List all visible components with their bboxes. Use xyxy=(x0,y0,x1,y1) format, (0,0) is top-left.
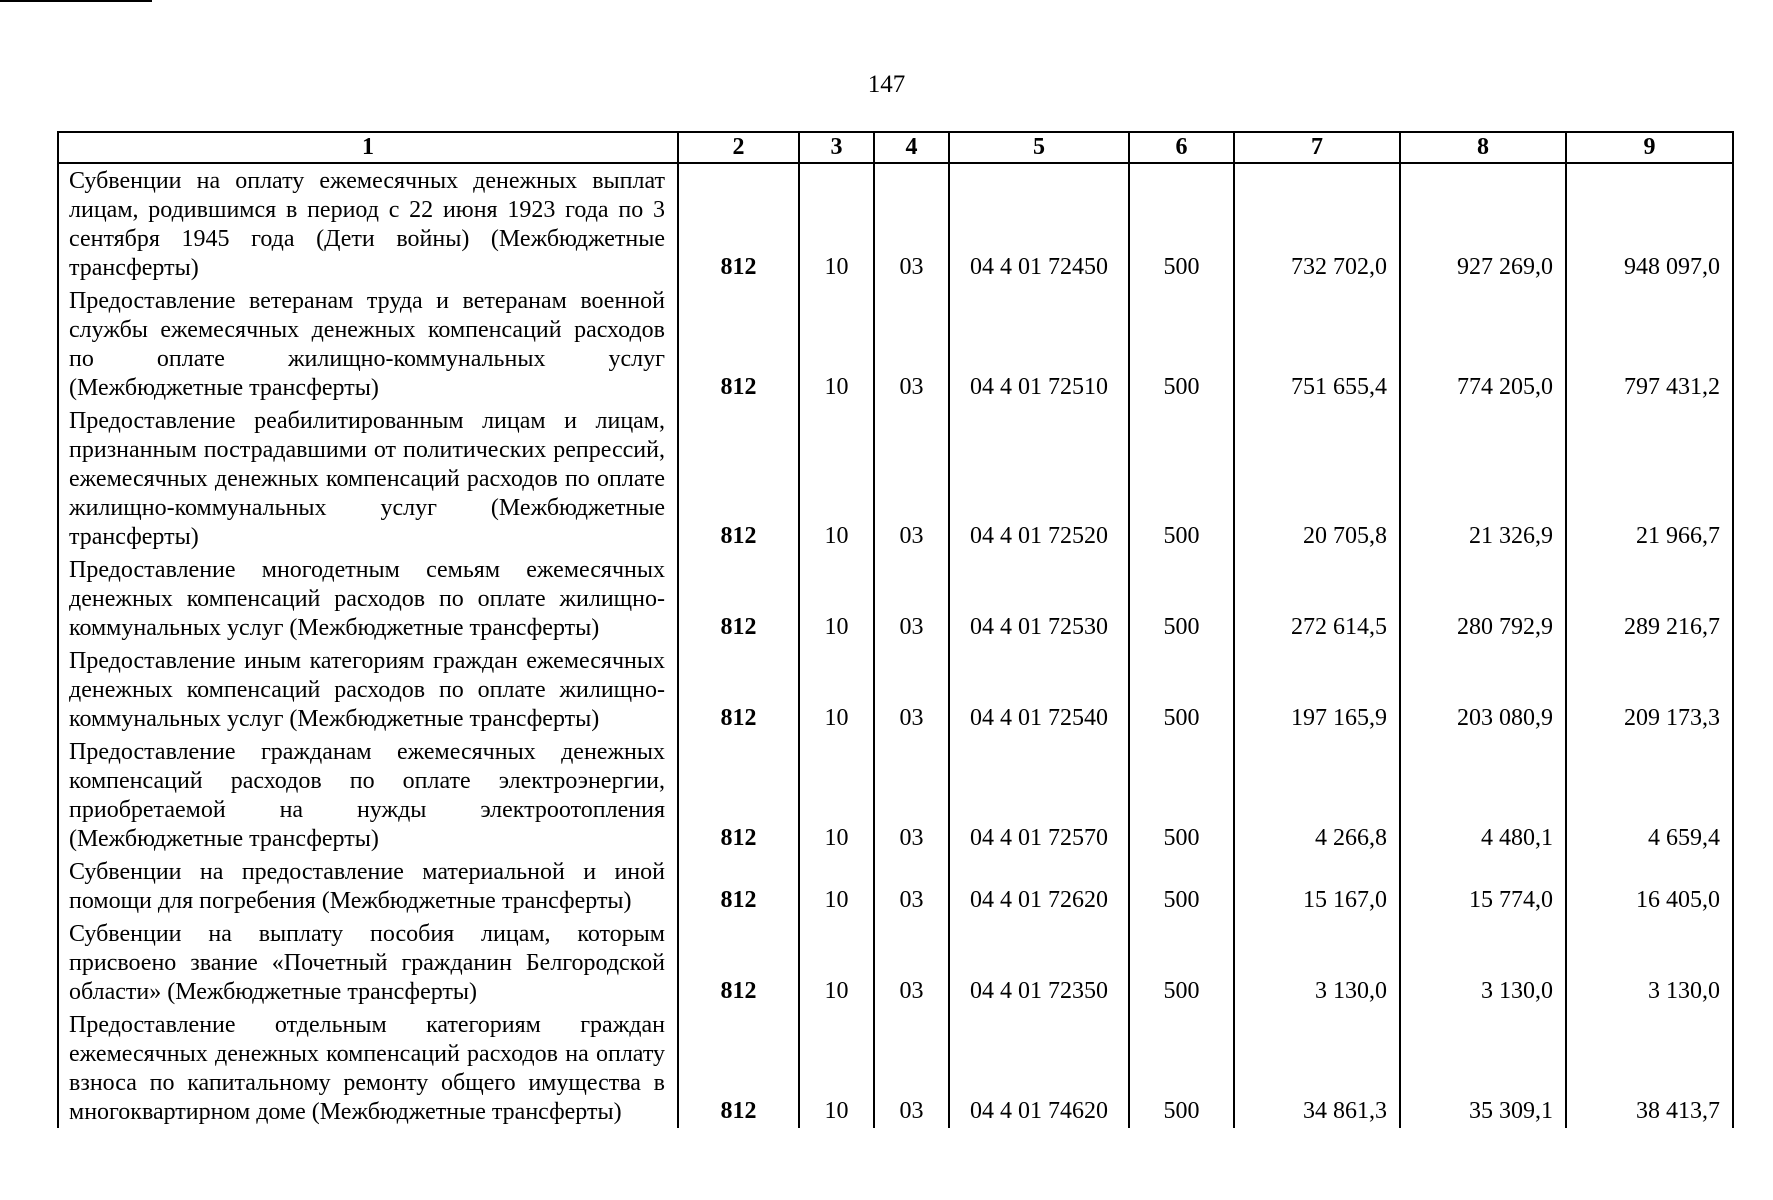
description-cell xyxy=(58,553,678,644)
expense-type-cell: 500 xyxy=(1129,284,1234,404)
chapter-code-cell: 812 xyxy=(678,284,799,404)
amount-col9-cell: 16 405,0 xyxy=(1566,855,1733,917)
amount-col7-cell: 4 266,8 xyxy=(1234,735,1400,855)
amount-col8-cell: 35 309,1 xyxy=(1400,1008,1566,1128)
table-row xyxy=(58,284,1733,404)
amount-col7-cell: 732 702,0 xyxy=(1234,163,1400,284)
target-article-cell: 04 4 01 72510 xyxy=(949,284,1129,404)
section-cell: 10 xyxy=(799,553,874,644)
amount-col7-cell: 272 614,5 xyxy=(1234,553,1400,644)
section-cell: 10 xyxy=(799,735,874,855)
page-number: 147 xyxy=(867,71,906,98)
column-header-5: 5 xyxy=(949,132,1129,163)
target-article-cell: 04 4 01 72450 xyxy=(949,163,1129,284)
amount-col8-cell: 4 480,1 xyxy=(1400,735,1566,855)
table-body xyxy=(58,163,1733,1128)
amount-col9-cell: 948 097,0 xyxy=(1566,163,1733,284)
chapter-code-cell: 812 xyxy=(678,404,799,553)
amount-col8-cell: 774 205,0 xyxy=(1400,284,1566,404)
chapter-code-cell: 812 xyxy=(678,1008,799,1128)
target-article-cell: 04 4 01 72620 xyxy=(949,855,1129,917)
table-row xyxy=(58,553,1733,644)
amount-col9-cell: 4 659,4 xyxy=(1566,735,1733,855)
amount-col8-cell: 280 792,9 xyxy=(1400,553,1566,644)
amount-col8-cell: 203 080,9 xyxy=(1400,644,1566,735)
description-cell xyxy=(58,284,678,404)
table-row xyxy=(58,1008,1733,1128)
amount-col7-cell: 15 167,0 xyxy=(1234,855,1400,917)
target-article-cell: 04 4 01 72530 xyxy=(949,553,1129,644)
subsection-cell: 03 xyxy=(874,917,949,1008)
description-cell xyxy=(58,735,678,855)
chapter-code-cell: 812 xyxy=(678,917,799,1008)
section-cell: 10 xyxy=(799,855,874,917)
description-cell xyxy=(58,404,678,553)
amount-col7-cell: 751 655,4 xyxy=(1234,284,1400,404)
section-cell: 10 xyxy=(799,917,874,1008)
amount-col7-cell: 3 130,0 xyxy=(1234,917,1400,1008)
table-row xyxy=(58,855,1733,917)
table-row xyxy=(58,735,1733,855)
expense-type-cell: 500 xyxy=(1129,855,1234,917)
expense-type-cell: 500 xyxy=(1129,917,1234,1008)
subsection-cell: 03 xyxy=(874,553,949,644)
column-header-1: 1 xyxy=(58,132,678,163)
amount-col8-cell: 15 774,0 xyxy=(1400,855,1566,917)
amount-col9-cell: 38 413,7 xyxy=(1566,1008,1733,1128)
amount-col9-cell: 209 173,3 xyxy=(1566,644,1733,735)
expense-type-cell: 500 xyxy=(1129,644,1234,735)
description-cell xyxy=(58,644,678,735)
description-cell xyxy=(58,163,678,284)
description-cell xyxy=(58,917,678,1008)
section-cell: 10 xyxy=(799,644,874,735)
amount-col9-cell: 3 130,0 xyxy=(1566,917,1733,1008)
subsection-cell: 03 xyxy=(874,1008,949,1128)
amount-col8-cell: 3 130,0 xyxy=(1400,917,1566,1008)
chapter-code-cell: 812 xyxy=(678,735,799,855)
subsection-cell: 03 xyxy=(874,735,949,855)
column-header-4: 4 xyxy=(874,132,949,163)
target-article-cell: 04 4 01 72350 xyxy=(949,917,1129,1008)
description-text: Предоставление многодетным семьям ежемесячных денежных компенсаций расходов по оплате жилищно-коммунальных услуг (Межбюджетные трансферты) xyxy=(69,557,665,641)
table-row xyxy=(58,917,1733,1008)
subsection-cell: 03 xyxy=(874,284,949,404)
expense-type-cell: 500 xyxy=(1129,163,1234,284)
column-header-3: 3 xyxy=(799,132,874,163)
target-article-cell: 04 4 01 72540 xyxy=(949,644,1129,735)
target-article-cell: 04 4 01 74620 xyxy=(949,1008,1129,1128)
chapter-code-cell: 812 xyxy=(678,644,799,735)
header-row xyxy=(58,132,1733,163)
subsection-cell: 03 xyxy=(874,163,949,284)
section-cell: 10 xyxy=(799,163,874,284)
column-header-8: 8 xyxy=(1400,132,1566,163)
amount-col8-cell: 21 326,9 xyxy=(1400,404,1566,553)
corner-rule xyxy=(0,0,152,2)
description-cell xyxy=(58,855,678,917)
description-text: Предоставление реабилитированным лицам и лицам, признанным пострадавшими от политических репрессий, ежемесячных денежных компенсаций расходов по оплате жилищно-коммунальных услуг (Межбюджетные трансферты) xyxy=(69,408,665,550)
table-row xyxy=(58,404,1733,553)
column-header-2: 2 xyxy=(678,132,799,163)
expense-type-cell: 500 xyxy=(1129,553,1234,644)
description-text: Субвенции на выплату пособия лицам, которым присвоено звание «Почетный гражданин Белгородской области» (Межбюджетные трансферты) xyxy=(69,921,665,1005)
description-text: Предоставление иным категориям граждан ежемесячных денежных компенсаций расходов по оплате жилищно-коммунальных услуг (Межбюджетные трансферты) xyxy=(69,648,665,732)
subsection-cell: 03 xyxy=(874,404,949,553)
subsection-cell: 03 xyxy=(874,644,949,735)
column-header-6: 6 xyxy=(1129,132,1234,163)
chapter-code-cell: 812 xyxy=(678,553,799,644)
description-text: Предоставление отдельным категориям граждан ежемесячных денежных компенсаций расходов на оплату взноса по капитальному ремонту общего имущества в многоквартирном доме (Межбюджетные трансферты) xyxy=(69,1012,665,1125)
description-text: Предоставление гражданам ежемесячных денежных компенсаций расходов по оплате электроэнергии, приобретаемой на нужды электроотопления (Межбюджетные трансферты) xyxy=(69,739,665,852)
section-cell: 10 xyxy=(799,1008,874,1128)
description-text: Субвенции на предоставление материальной и иной помощи для погребения (Межбюджетные трансферты) xyxy=(69,859,665,914)
section-cell: 10 xyxy=(799,404,874,553)
description-text: Субвенции на оплату ежемесячных денежных выплат лицам, родившимся в период с 22 июня 1923 года по 3 сентября 1945 года (Дети войны) (Межбюджетные трансферты) xyxy=(69,168,665,281)
amount-col9-cell: 797 431,2 xyxy=(1566,284,1733,404)
description-text: Предоставление ветеранам труда и ветеранам военной службы ежемесячных денежных компенсаций расходов по оплате жилищно-коммунальных услуг (Межбюджетные трансферты) xyxy=(69,288,665,401)
description-cell xyxy=(58,1008,678,1128)
table-row xyxy=(58,644,1733,735)
column-header-7: 7 xyxy=(1234,132,1400,163)
expense-type-cell: 500 xyxy=(1129,404,1234,553)
subsection-cell: 03 xyxy=(874,855,949,917)
expense-type-cell: 500 xyxy=(1129,735,1234,855)
section-cell: 10 xyxy=(799,284,874,404)
chapter-code-cell: 812 xyxy=(678,855,799,917)
amount-col8-cell: 927 269,0 xyxy=(1400,163,1566,284)
budget-table xyxy=(57,131,1734,1128)
chapter-code-cell: 812 xyxy=(678,163,799,284)
amount-col7-cell: 20 705,8 xyxy=(1234,404,1400,553)
amount-col7-cell: 34 861,3 xyxy=(1234,1008,1400,1128)
expense-type-cell: 500 xyxy=(1129,1008,1234,1128)
amount-col9-cell: 21 966,7 xyxy=(1566,404,1733,553)
amount-col7-cell: 197 165,9 xyxy=(1234,644,1400,735)
target-article-cell: 04 4 01 72570 xyxy=(949,735,1129,855)
column-header-9: 9 xyxy=(1566,132,1733,163)
amount-col9-cell: 289 216,7 xyxy=(1566,553,1733,644)
table-row xyxy=(58,163,1733,284)
target-article-cell: 04 4 01 72520 xyxy=(949,404,1129,553)
table-header xyxy=(58,132,1733,163)
